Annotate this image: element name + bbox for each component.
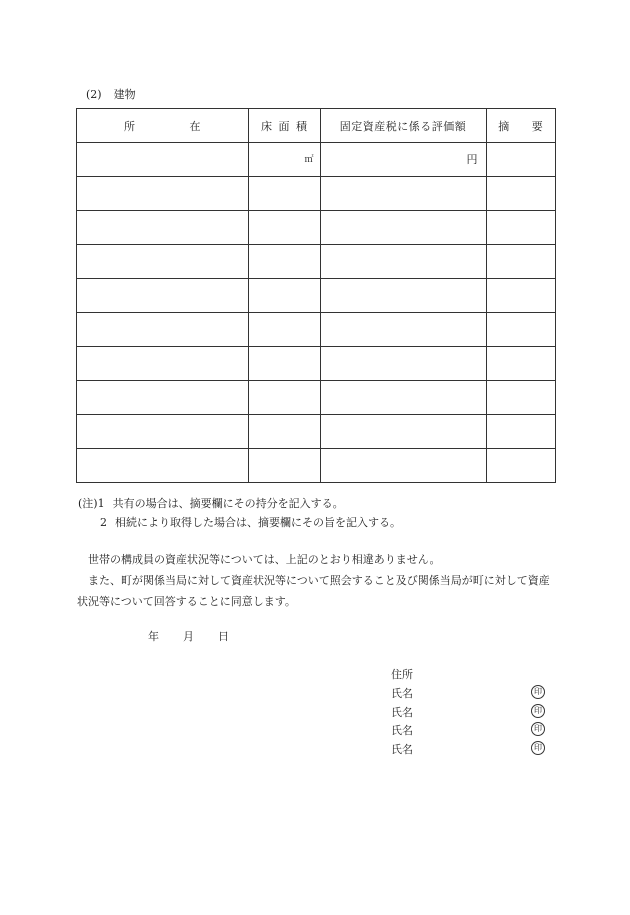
name-label-3: 氏名 xyxy=(391,724,413,737)
cell-floor-area[interactable] xyxy=(249,143,320,177)
table-row xyxy=(77,313,556,347)
cell-floor-area[interactable] xyxy=(249,177,320,211)
note-2: 2 相続により取得した場合は、摘要欄にその旨を記入する。 xyxy=(100,516,401,529)
name-label-4: 氏名 xyxy=(391,743,413,756)
address-label: 住所 xyxy=(391,668,413,681)
table-header-row xyxy=(77,109,556,143)
cell-assessed-value[interactable] xyxy=(320,211,486,245)
cell-floor-area[interactable] xyxy=(249,449,320,483)
cell-location[interactable] xyxy=(77,177,249,211)
notes xyxy=(78,494,401,532)
cell-floor-area[interactable] xyxy=(249,415,320,449)
table-row xyxy=(77,347,556,381)
cell-assessed-value[interactable] xyxy=(320,279,486,313)
header-location: 所 在 xyxy=(77,109,249,143)
cell-location[interactable] xyxy=(77,245,249,279)
date-year: 年 xyxy=(148,630,159,643)
date-line xyxy=(148,628,229,644)
cell-location[interactable] xyxy=(77,347,249,381)
cell-assessed-value[interactable] xyxy=(320,313,486,347)
cell-remarks[interactable] xyxy=(486,143,555,177)
table-row xyxy=(77,177,556,211)
header-assessed-value: 固定資産税に係る評価額 xyxy=(320,109,486,143)
cell-floor-area[interactable] xyxy=(249,313,320,347)
cell-assessed-value[interactable] xyxy=(320,347,486,381)
cell-remarks[interactable] xyxy=(486,245,555,279)
section-number: (2) xyxy=(86,88,102,101)
table-row xyxy=(77,381,556,415)
cell-assessed-value[interactable] xyxy=(320,245,486,279)
table-row xyxy=(77,279,556,313)
seal-mark-1: 印 xyxy=(531,685,545,699)
cell-remarks[interactable] xyxy=(486,449,555,483)
cell-floor-area[interactable] xyxy=(249,279,320,313)
cell-location[interactable] xyxy=(77,211,249,245)
cell-location[interactable] xyxy=(77,279,249,313)
cell-remarks[interactable] xyxy=(486,211,555,245)
date-day: 日 xyxy=(218,630,229,643)
table-row xyxy=(77,211,556,245)
cell-location[interactable] xyxy=(77,381,249,415)
seal-mark-4: 印 xyxy=(531,741,545,755)
seal-mark-3: 印 xyxy=(531,722,545,736)
table-row xyxy=(77,143,556,177)
seal-mark-2: 印 xyxy=(531,704,545,718)
area-unit: ㎡ xyxy=(304,155,314,165)
cell-floor-area[interactable] xyxy=(249,347,320,381)
cell-assessed-value[interactable] xyxy=(320,177,486,211)
cell-floor-area[interactable] xyxy=(249,211,320,245)
note-1: (注)1 共有の場合は、摘要欄にその持分を記入する。 xyxy=(78,497,344,510)
cell-remarks[interactable] xyxy=(486,381,555,415)
cell-floor-area[interactable] xyxy=(249,381,320,415)
declaration-line-1: 世帯の構成員の資産状況等については、上記のとおり相違ありません。 xyxy=(88,553,441,566)
cell-assessed-value[interactable] xyxy=(320,143,486,177)
name-label-1: 氏名 xyxy=(391,687,413,700)
table-row xyxy=(77,415,556,449)
section-title xyxy=(86,86,136,102)
cell-assessed-value[interactable] xyxy=(320,381,486,415)
cell-location[interactable] xyxy=(77,415,249,449)
table-row xyxy=(77,449,556,483)
cell-assessed-value[interactable] xyxy=(320,415,486,449)
declaration-line-2: また、町が関係当局に対して資産状況等について照会すること及び関係当局が町に対して資産状況等について回答することに同意します。 xyxy=(77,574,550,608)
cell-remarks[interactable] xyxy=(486,347,555,381)
date-month: 月 xyxy=(183,630,194,643)
header-floor-area: 床 面 積 xyxy=(249,109,320,143)
header-remarks: 摘 要 xyxy=(486,109,555,143)
table-row xyxy=(77,245,556,279)
cell-remarks[interactable] xyxy=(486,279,555,313)
name-label-2: 氏名 xyxy=(391,706,413,719)
cell-floor-area[interactable] xyxy=(249,245,320,279)
cell-location[interactable] xyxy=(77,143,249,177)
section-label: 建物 xyxy=(113,88,136,101)
yen-unit: 円 xyxy=(466,153,478,166)
cell-remarks[interactable] xyxy=(486,177,555,211)
building-table xyxy=(76,108,556,483)
cell-remarks[interactable] xyxy=(486,313,555,347)
cell-location[interactable] xyxy=(77,313,249,347)
cell-remarks[interactable] xyxy=(486,415,555,449)
cell-location[interactable] xyxy=(77,449,249,483)
cell-assessed-value[interactable] xyxy=(320,449,486,483)
